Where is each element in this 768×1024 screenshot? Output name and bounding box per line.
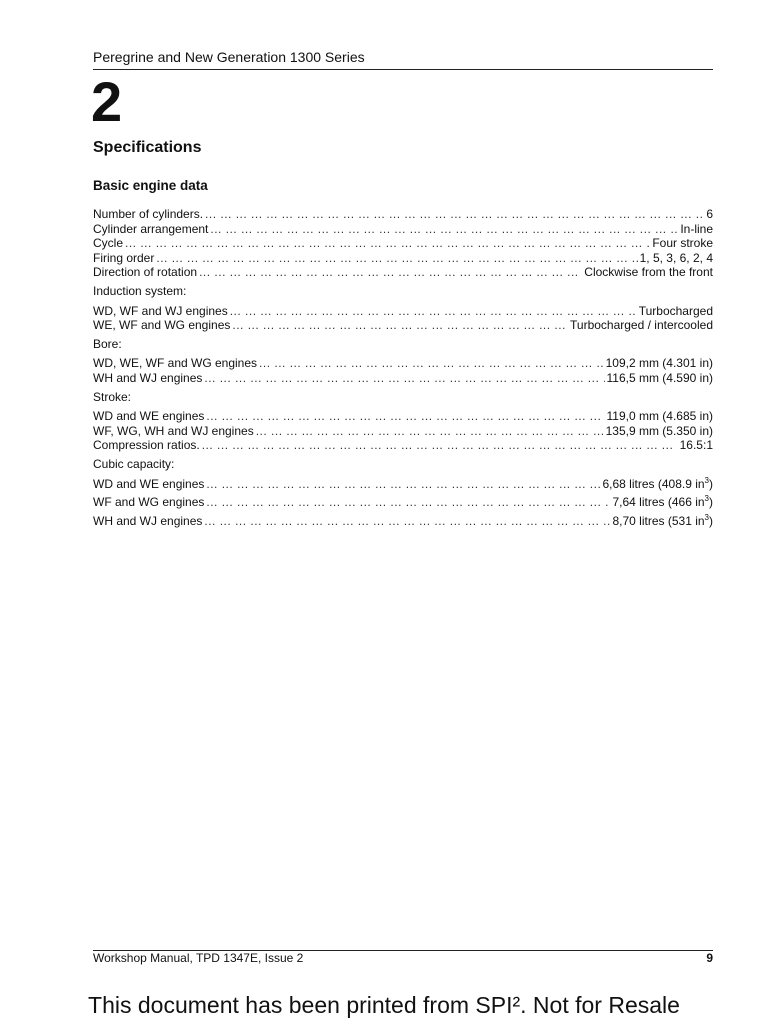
page-number: 9 [706,951,713,965]
spec-label: WH and WJ engines [93,513,203,528]
leader-dots [204,514,610,529]
spec-row-cubic-3 [93,514,713,529]
leader-dots [259,356,604,371]
group-heading-induction: Induction system: [93,283,187,298]
value-close: ) [709,476,713,491]
spec-row-induction-2 [93,318,713,333]
spec-label: Direction of rotation [93,265,198,280]
leader-dots [199,265,582,280]
spec-row-cubic-1 [93,477,713,492]
superscript: 3 [704,512,709,522]
spec-value: 116,5 mm (4.590 in) [606,370,713,385]
spec-label: WD, WE, WF and WG engines [93,356,258,371]
spec-row-compression [93,438,713,453]
leader-dots [210,222,678,237]
header-rule [93,69,713,70]
spec-value: 6 [706,207,713,221]
spec-row-bore-2 [93,371,713,386]
spec-label: WH and WJ engines [93,370,203,385]
spec-value: In-line [680,221,713,236]
spec-label: Number of cylinders. [93,207,204,221]
spec-label: Compression ratios. [93,438,200,453]
leader-dots [230,304,637,319]
leader-dots [232,318,568,333]
spec-row-stroke-1 [93,409,713,424]
spec-value: 109,2 mm (4.301 in) [605,356,713,371]
spec-row-stroke-2 [93,424,713,439]
spec-value: 135,9 mm (5.350 in) [605,423,713,438]
spec-row-cylinders [93,207,713,222]
spec-label: WF, WG, WH and WJ engines [93,423,254,438]
footer-text: Workshop Manual, TPD 1347E, Issue 2 [93,951,304,965]
leader-dots [206,495,610,510]
spec-row-bore-1 [93,356,713,371]
spec-label: WF and WG engines [93,495,205,510]
spec-row-cubic-2 [93,495,713,510]
leader-dots [202,438,678,453]
spec-value: Four stroke [652,236,713,251]
spec-row-firing-order [93,251,713,266]
chapter-title: Specifications [93,139,202,156]
spec-list [93,207,713,528]
superscript: 3 [704,475,709,485]
leader-dots [204,371,604,386]
value-text: 8,70 litres (531 in [612,513,705,528]
group-heading-bore: Bore: [93,336,122,351]
spec-label: WD and WE engines [93,476,205,491]
header-title: Peregrine and New Generation 1300 Series [93,49,365,65]
spec-value: Clockwise from the front [584,265,713,280]
spec-label: WD and WE engines [93,409,205,424]
spec-label: Cycle [93,236,124,251]
group-heading-stroke: Stroke: [93,389,132,404]
spec-value: Turbocharged / intercooled [570,318,713,333]
spec-label: WD, WF and WJ engines [93,303,228,318]
group-heading-cubic: Cubic capacity: [93,456,175,471]
spec-value: 16.5:1 [679,438,713,453]
leader-dots [205,207,704,222]
spec-value: Turbocharged [638,303,713,318]
spec-label: Cylinder arrangement [93,221,209,236]
spec-row-induction-1 [93,304,713,319]
watermark-notice: This document has been printed from SPI². Not for Resale [88,992,680,1018]
spec-label: Firing order [93,250,155,265]
leader-dots [206,409,604,424]
spec-row-arrangement [93,222,713,237]
leader-dots [206,477,600,492]
value-close: ) [709,495,713,510]
spec-row-cycle [93,236,713,251]
spec-value [602,477,713,492]
chapter-number: 2 [91,70,123,133]
leader-dots [256,424,604,439]
value-text: 7,64 litres (466 in [612,495,705,510]
spec-value: 119,0 mm (4.685 in) [606,409,713,424]
value-text: 6,68 litres (408.9 in [602,476,705,491]
superscript: 3 [704,494,709,504]
section-heading: Basic engine data [93,178,208,193]
spec-value: 1, 5, 3, 6, 2, 4 [639,250,713,265]
leader-dots [156,251,637,266]
value-close: ) [709,513,713,528]
spec-label: WE, WF and WG engines [93,318,231,333]
spec-value [612,495,713,510]
spec-value [612,514,713,529]
spec-row-rotation [93,265,713,280]
leader-dots [125,236,650,251]
